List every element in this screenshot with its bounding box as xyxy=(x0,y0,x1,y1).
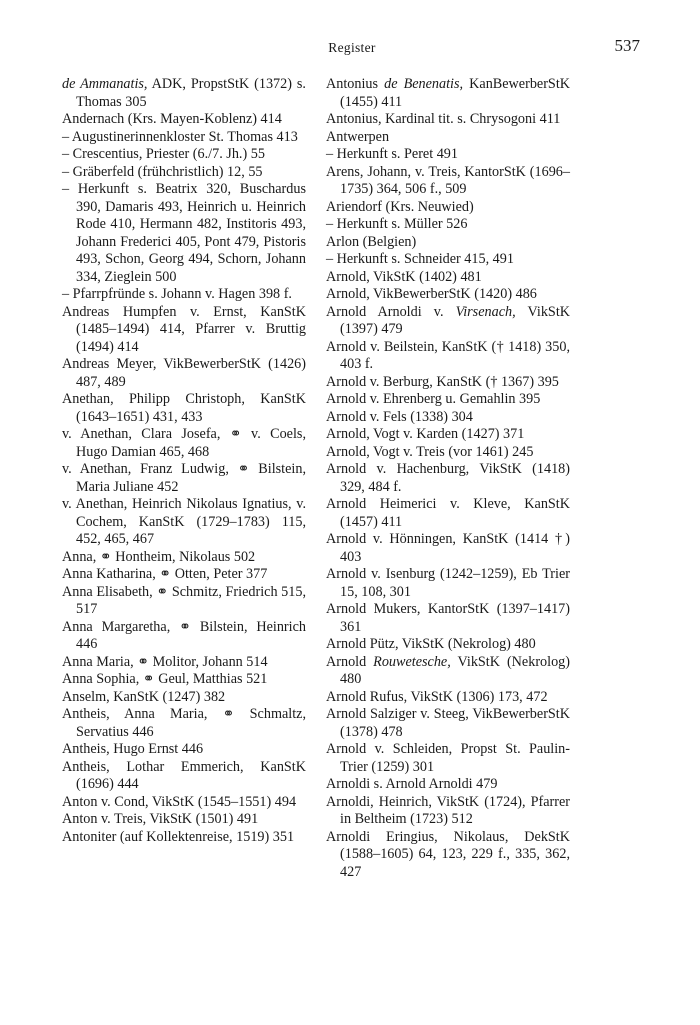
running-title: Register xyxy=(328,40,376,55)
index-entry xyxy=(326,741,570,776)
entry-text: Anethan, Philipp Christoph, KanStK (1643–1651) 431, 433 xyxy=(62,391,306,425)
index-entry xyxy=(326,391,570,409)
index-entry xyxy=(326,636,570,654)
entry-text: Arnold, VikStK (1402) 481 xyxy=(326,268,482,285)
entry-text: Anton v. Cond, VikStK (1545–1551) 494 xyxy=(62,793,297,810)
entry-text: Arnold Mukers, KantorStK (1397–1417) 361 xyxy=(326,601,570,635)
page-number: 537 xyxy=(614,36,640,55)
index-entry xyxy=(62,461,306,496)
index-entry xyxy=(62,741,306,759)
index-entry xyxy=(62,76,306,111)
entry-text: Arnold xyxy=(326,653,374,670)
entry-text: ADK, PropstStK (1372) s. Thomas 305 xyxy=(76,76,306,110)
entry-text: Anna, ⚭ Hontheim, Nikolaus 502 xyxy=(62,548,256,565)
entry-text: Arnold v. Hachenburg, VikStK (1418) 329, 484 f. xyxy=(326,461,570,495)
entry-text: Arnoldi Eringius, Nikolaus, DekStK (1588–1605) 64, 123, 229 f., 335, 362, 427 xyxy=(326,828,570,880)
index-entry xyxy=(62,391,306,426)
index-entry xyxy=(62,426,306,461)
index-entry xyxy=(62,111,306,129)
entry-text: Arnold v. Ehrenberg u. Gemahlin 395 xyxy=(326,391,541,407)
entry-text: Arnold v. Hönningen, KanStK (1414 †) 403 xyxy=(326,531,570,565)
entry-text: Arnold Pütz, VikStK (Nekrolog) 480 xyxy=(326,636,536,652)
index-entry xyxy=(326,164,570,199)
entry-text: Antheis, Anna Maria, ⚭ Schmaltz, Servatius 446 xyxy=(62,706,306,740)
entry-text: Arnold v. Fels (1338) 304 xyxy=(326,408,473,425)
entry-text: – Pfarrpfründe s. Johann v. Hagen 398 f. xyxy=(62,286,292,302)
index-entry xyxy=(326,531,570,566)
index-entry xyxy=(326,776,570,794)
entry-text: Arnold Rufus, VikStK (1306) 173, 472 xyxy=(326,688,548,705)
index-entry xyxy=(326,199,570,217)
index-entry xyxy=(62,811,306,829)
entry-text: – Gräberfeld (frühchristlich) 12, 55 xyxy=(62,163,263,180)
index-entry xyxy=(62,304,306,357)
index-entry xyxy=(62,759,306,794)
entry-text: Arnold v. Schleiden, Propst St. Paulin-Trier (1259) 301 xyxy=(326,741,570,775)
entry-text: Antheis, Hugo Ernst 446 xyxy=(62,741,204,757)
index-entry xyxy=(62,129,306,147)
index-entry xyxy=(326,794,570,829)
index-entry xyxy=(326,304,570,339)
index-entry xyxy=(326,461,570,496)
entry-text: Andernach (Krs. Mayen-Koblenz) 414 xyxy=(62,111,282,127)
entry-text: Ariendorf (Krs. Neuwied) xyxy=(326,198,474,215)
entry-text: – Herkunft s. Peret 491 xyxy=(326,146,458,162)
entry-text: Anna Katharina, ⚭ Otten, Peter 377 xyxy=(62,566,268,582)
index-entry xyxy=(326,601,570,636)
index-entry xyxy=(326,234,570,252)
index-entry xyxy=(62,286,306,304)
index-entry xyxy=(62,164,306,182)
entry-text: Arnold Arnoldi v. xyxy=(326,303,456,320)
index-entry xyxy=(326,706,570,741)
entry-italic-text: de Ammanatis, xyxy=(62,76,148,92)
entry-text: VikStK (1397) 479 xyxy=(340,303,571,337)
entry-text: KanBewerberStK (1455) 411 xyxy=(340,76,571,110)
index-entry xyxy=(326,409,570,427)
entry-text: Arens, Johann, v. Treis, KantorStK (1696–1735) 364, 506 f., 509 xyxy=(326,163,570,197)
index-entry xyxy=(326,251,570,269)
index-entry xyxy=(62,181,306,286)
entry-text: Antonius xyxy=(326,76,385,92)
entry-text: Arnold, Vogt v. Treis (vor 1461) 245 xyxy=(326,443,534,460)
entry-text: VikStK (Nekrolog) 480 xyxy=(340,653,570,687)
entry-text: Arnold Heimerici v. Kleve, KanStK (1457) 411 xyxy=(326,496,570,530)
index-entry xyxy=(326,269,570,287)
index-entry xyxy=(326,129,570,147)
index-entry xyxy=(62,619,306,654)
entry-text: v. Anethan, Clara Josefa, ⚭ v. Coels, Hugo Damian 465, 468 xyxy=(62,426,306,460)
index-entry xyxy=(326,146,570,164)
entry-text: v. Anethan, Franz Ludwig, ⚭ Bilstein, Maria Juliane 452 xyxy=(62,461,306,495)
entry-text: Arnoldi s. Arnold Arnoldi 479 xyxy=(326,776,498,792)
index-entry xyxy=(326,426,570,444)
index-entry xyxy=(62,689,306,707)
index-entry xyxy=(326,374,570,392)
entry-text: Arnold v. Beilstein, KanStK († 1418) 350, 403 f. xyxy=(326,338,570,372)
entry-text: Anna Elisabeth, ⚭ Schmitz, Friedrich 515, 517 xyxy=(62,583,306,617)
entry-text: Anton v. Treis, VikStK (1501) 491 xyxy=(62,811,259,827)
index-entry xyxy=(62,794,306,812)
entry-text: – Herkunft s. Müller 526 xyxy=(326,216,468,232)
index-entry xyxy=(62,584,306,619)
index-entry xyxy=(62,356,306,391)
entry-text: Anna Maria, ⚭ Molitor, Johann 514 xyxy=(62,653,268,670)
entry-text: Andreas Humpfen v. Ernst, KanStK (1485–1494) 414, Pfarrer v. Bruttig (1494) 414 xyxy=(62,303,306,355)
entry-text: Arnoldi, Heinrich, VikStK (1724), Pfarrer in Beltheim (1723) 512 xyxy=(326,793,570,827)
index-entry xyxy=(62,654,306,672)
index-entry xyxy=(326,829,570,882)
entry-italic-text: Virsenach, xyxy=(455,303,516,320)
index-entry xyxy=(62,706,306,741)
entry-text: v. Anethan, Heinrich Nikolaus Ignatius, v. Cochem, KanStK (1729–1783) 115, 452, 465, 467 xyxy=(62,496,306,547)
entry-text: – Herkunft s. Beatrix 320, Buschardus 390, Damaris 493, Heinrich u. Heinrich Rode 410, Hermann 482, Institoris 493, Johann Frederici 405, Pont 479, Pistoris 493, Schon, Georg 494, Schorn, Johann 334, Zieglein 500 xyxy=(62,181,306,285)
entry-italic-text: Rouwetesche, xyxy=(373,653,451,670)
index-entry xyxy=(326,111,570,129)
index-entry xyxy=(326,566,570,601)
entry-text: Antheis, Lothar Emmerich, KanStK (1696) 444 xyxy=(62,758,306,792)
index-entry xyxy=(326,76,570,111)
entry-text: – Herkunft s. Schneider 415, 491 xyxy=(326,251,514,267)
entry-text: Anna Sophia, ⚭ Geul, Matthias 521 xyxy=(62,671,268,687)
entry-text: Antonius, Kardinal tit. s. Chrysogoni 411 xyxy=(326,111,561,127)
index-entry xyxy=(326,654,570,689)
entry-text: – Augustinerinnenkloster St. Thomas 413 xyxy=(62,128,298,145)
entry-text: Arnold v. Isenburg (1242–1259), Eb Trier 15, 108, 301 xyxy=(326,566,570,600)
index-entry xyxy=(326,339,570,374)
index-entry xyxy=(326,444,570,462)
entry-text: – Crescentius, Priester (6./7. Jh.) 55 xyxy=(62,146,265,162)
index-entry xyxy=(62,549,306,567)
entry-text: Arnold Salziger v. Steeg, VikBewerberStK (1378) 478 xyxy=(326,706,570,740)
page-header xyxy=(62,36,642,58)
index-entry xyxy=(62,496,306,549)
index-entry xyxy=(326,496,570,531)
entry-text: Antwerpen xyxy=(326,128,390,145)
entry-italic-text: de Benenatis, xyxy=(384,76,464,92)
entry-text: Arnold, Vogt v. Karden (1427) 371 xyxy=(326,426,525,442)
index-entry xyxy=(62,829,306,847)
entry-text: Anna Margaretha, ⚭ Bilstein, Heinrich 446 xyxy=(62,618,306,652)
index-entry xyxy=(62,566,306,584)
entry-text: Andreas Meyer, VikBewerberStK (1426) 487, 489 xyxy=(62,356,306,390)
entry-text: Arlon (Belgien) xyxy=(326,233,417,250)
index-entry xyxy=(326,286,570,304)
index-column-right xyxy=(326,76,570,881)
index-column-left xyxy=(62,76,306,846)
entry-text: Arnold v. Berburg, KanStK († 1367) 395 xyxy=(326,373,559,390)
entry-text: Antoniter (auf Kollektenreise, 1519) 351 xyxy=(62,828,295,845)
index-entry xyxy=(62,146,306,164)
index-entry xyxy=(326,216,570,234)
index-entry xyxy=(62,671,306,689)
entry-text: Arnold, VikBewerberStK (1420) 486 xyxy=(326,286,537,302)
index-entry xyxy=(326,689,570,707)
entry-text: Anselm, KanStK (1247) 382 xyxy=(62,688,226,705)
